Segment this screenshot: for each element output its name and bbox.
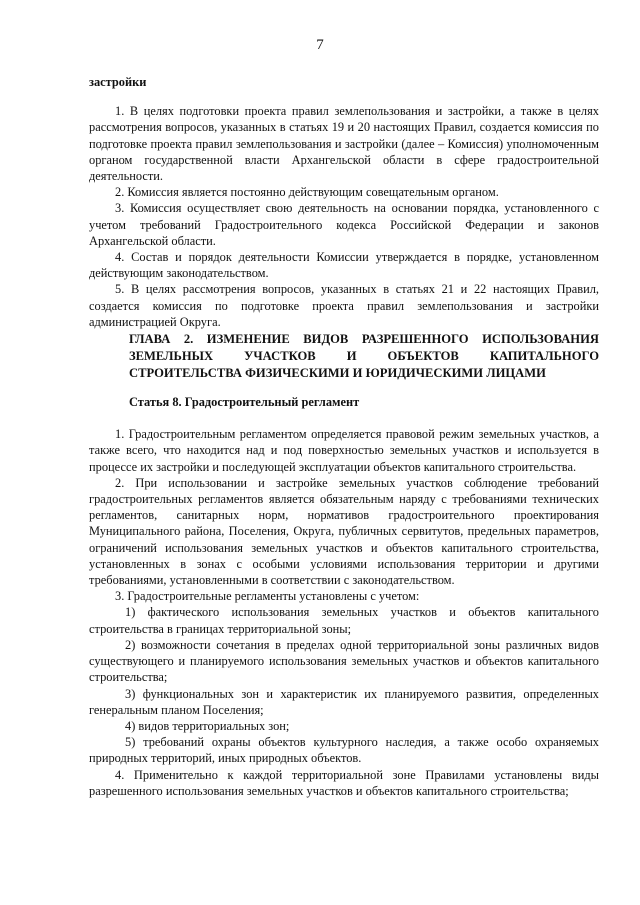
paragraph: 2. Комиссия является постоянно действующим совещательным органом.: [115, 185, 499, 200]
list-item: 5) требований охраны объектов культурного наследия, а также особо охраняемых природных территорий, иных природных объектов.: [89, 735, 599, 766]
chapter-title: ГЛАВА 2. ИЗМЕНЕНИЕ ВИДОВ РАЗРЕШЕННОГО ИСПОЛЬЗОВАНИЯ ЗЕМЕЛЬНЫХ УЧАСТКОВ И ОБЪЕКТОВ КАПИТАЛЬНОГО СТРОИТЕЛЬСТВА ФИЗИЧЕСКИМИ И ЮРИДИЧЕСКИМИ ЛИЦАМИ: [129, 332, 599, 381]
paragraph: 4. Состав и порядок деятельности Комиссии утверждается в порядке, установленном действующим законодательством.: [89, 250, 599, 281]
paragraph: 4. Применительно к каждой территориальной зоне Правилами установлены виды разрешенного использования земельных участков и объектов капитального строительства;: [89, 767, 599, 798]
paragraph: 1. В целях подготовки проекта правил землепользования и застройки, а также в целях рассмотрения вопросов, указанных в статьях 19 и 20 настоящих Правил, создается комиссия по подготовке проекта правил землепользования и застройки (далее – Комиссия) уполномоченным органом государственной власти Архангельской области в сфере градостроительной деятельности.: [89, 104, 599, 184]
document-body: [89, 74, 599, 799]
paragraph: 5. В целях рассмотрения вопросов, указанных в статьях 21 и 22 настоящих Правил, создается комиссия по подготовке проекта правил землепользования и застройки администрацией Округа.: [89, 282, 599, 329]
heading-tail: застройки: [89, 75, 147, 89]
list-item: 2) возможности сочетания в пределах одной территориальной зоны различных видов существующего и планируемого использования земельных участков и объектов капитального строительства;: [89, 637, 599, 685]
paragraph: 3. Комиссия осуществляет свою деятельность на основании порядка, установленного с учетом требований Градостроительного кодекса Российской Федерации и законов Архангельской области.: [89, 201, 599, 248]
list-item: 1) фактического использования земельных участков и объектов капитального строительства в границах территориальной зоны;: [89, 605, 599, 636]
article-title: Статья 8. Градостроительный регламент: [129, 395, 360, 410]
list-item: 3) функциональных зон и характеристик их планируемого развития, определенных генеральным планом Поселения;: [89, 686, 599, 717]
paragraph: 2. При использовании и застройке земельных участков соблюдение требований градостроительных регламентов является обязательным наряду с требованиями технических регламентов, санитарных норм, нормативов градостроительного проектирования Муниципального района, Поселения, Округа, публичных сервитутов, предельных параметров, ограничений использования земельных участков и объектов капитального строительства, установленных в зонах с особыми условиями использования территории и другими требованиями, установленными в соответствии с законодательством.: [89, 475, 599, 588]
list-item: 4) видов территориальных зон;: [125, 718, 290, 733]
paragraph: 3. Градостроительные регламенты установлены с учетом:: [115, 589, 420, 604]
page-number: 7: [316, 37, 324, 53]
paragraph: 1. Градостроительным регламентом определяется правовой режим земельных участков, а также всего, что находится над и под поверхностью земельных участков и используется в процессе их застройки и последующей эксплуатации объектов капитального строительства.: [89, 427, 599, 474]
